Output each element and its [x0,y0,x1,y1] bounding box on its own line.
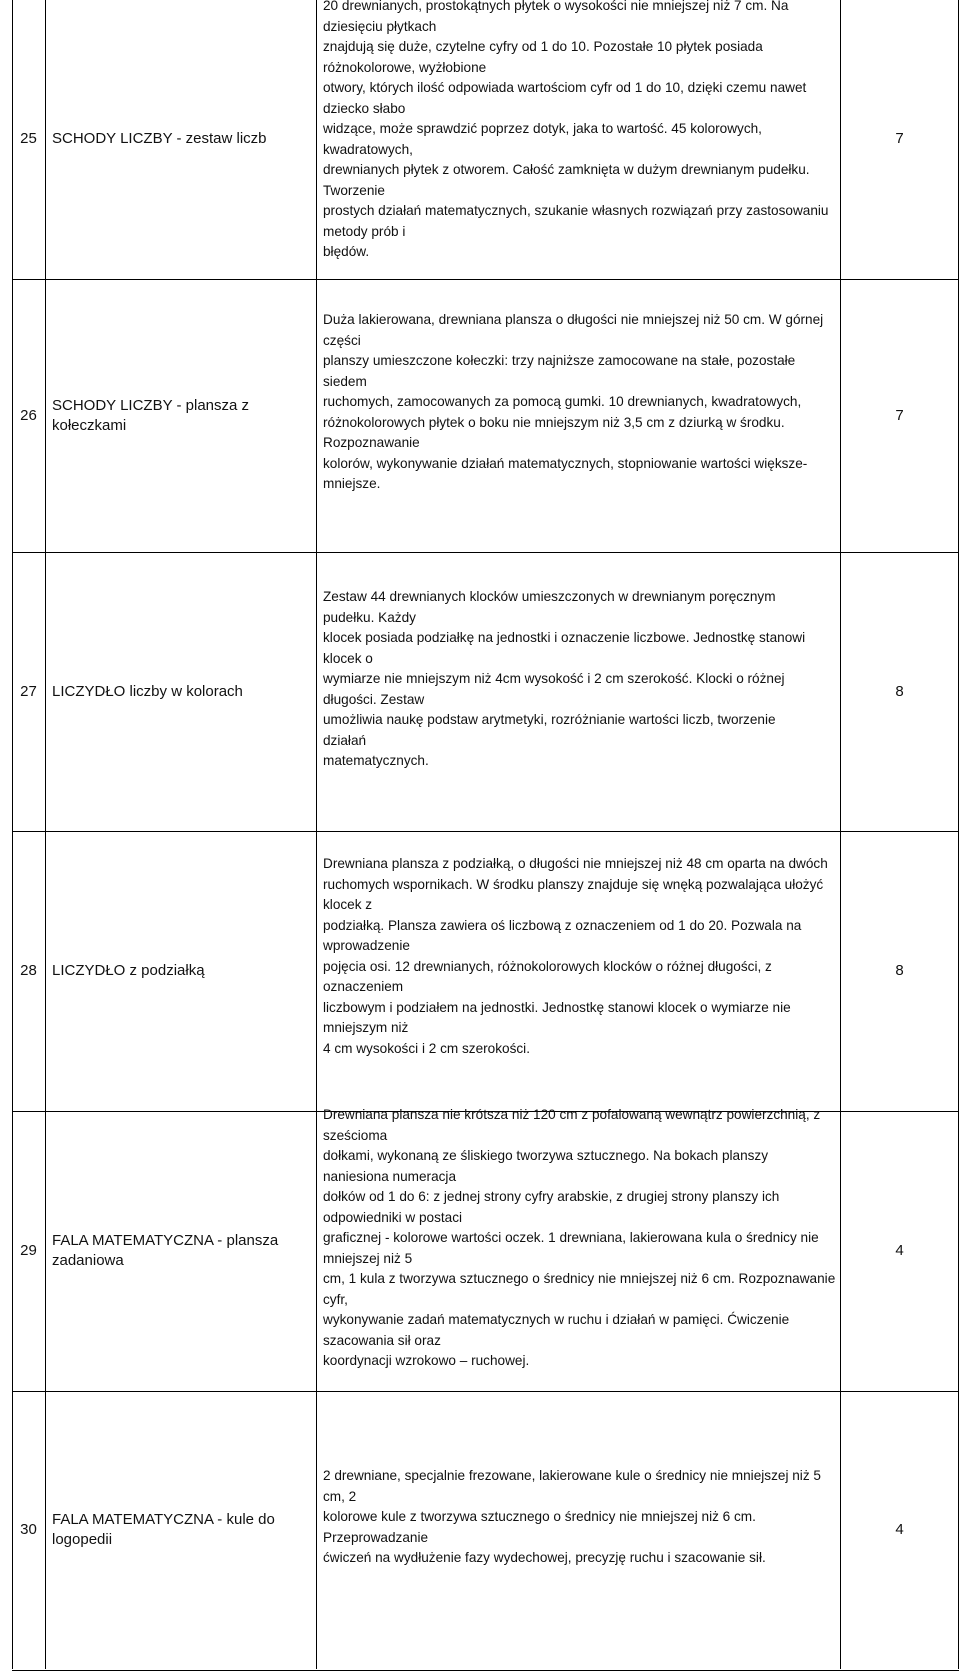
description-line: Drewniana plansza nie krótsza niż 120 cm z pofalowaną wewnątrz powierzchnią, z [323,1107,821,1122]
description-line: wprowadzenie [323,938,410,953]
row-divider [12,1391,959,1392]
description-line: drewnianych płytek z otworem. Całość zamknięta w dużym drewnianym pudełku. [323,162,810,177]
description-line: działań [323,732,367,748]
description-line: mniejsze. [323,476,381,491]
description-line: otwory, których ilość odpowiada wartościom cyfr od 1 do 10, dzięki czemu nawet [323,80,807,95]
description-line: ruchomych wspornikach. W środku planszy znajduje się wnęką pozwalająca ułożyć [323,876,824,892]
description-line: kolorów, wykonywanie działań matematycznych, stopniowanie wartości większe- [323,455,808,471]
item-name: LICZYDŁO liczby w kolorach [52,682,243,700]
description-line: szacowania sił oraz [323,1332,441,1348]
item-quantity: 4 [895,1521,904,1538]
item-quantity: 7 [895,129,904,147]
item-number: 25 [20,129,37,147]
item-description [323,1105,836,1372]
item-quantity: 8 [895,962,904,979]
table-row [12,1391,959,1669]
description-line: mniejszym niż [323,1020,409,1035]
item-description [323,310,833,495]
description-line: 20 drewnianych, prostokątnych płytek o wysokości nie mniejszej niż 7 cm. Na [323,0,789,13]
description-line: liczbowym i podziałem na jednostki. Jednostkę stanowi klocek o wymiarze nie [323,999,791,1015]
description-line: błędów. [323,244,370,259]
description-line: prostych działań matematycznych, szukanie własnych rozwiązań przy zastosowaniu [323,203,829,218]
item-description [323,854,833,1059]
table-row [12,279,959,552]
description-line: długości. Zestaw [323,691,425,707]
description-line: Rozpoznawanie [323,435,420,450]
item-number: 26 [20,406,37,424]
description-line: oznaczeniem [323,979,404,994]
description-line: ruchomych, zamocowanych za pomocą gumki. 10 drewnianych, kwadratowych, [323,394,802,409]
description-line: 4 cm wysokości i 2 cm szerokości. [323,1040,530,1056]
description-line: 2 drewniane, specjalnie frezowane, lakierowane kule o średnicy nie mniejszej niż 5 [323,1468,821,1483]
table-row [12,831,959,1111]
description-line: pojęcia osi. 12 drewnianych, różnokolorowych klocków o różnej długości, z [323,958,772,974]
item-number: 30 [20,1521,37,1538]
item-quantity: 4 [895,1242,904,1259]
description-line: części [323,332,361,348]
description-line: cyfr, [323,1291,348,1307]
description-line: dziecko słabo [323,100,406,116]
description-line: koordynacji wzrokowo – ruchowej. [323,1353,530,1368]
description-line: kolorowe kule z tworzywa sztucznego o średnicy nie mniejszej niż 6 cm. [323,1509,756,1524]
description-line: Zestaw 44 drewnianych klocków umieszczonych w drewnianym poręcznym [323,589,776,604]
description-line: odpowiedniki w postaci [323,1209,463,1225]
description-line: cm, 1 kula z tworzywa sztucznego o średnicy nie mniejszej niż 6 cm. Rozpoznawanie [323,1271,836,1286]
description-line: różnokolorowe, wyżłobione [323,59,487,75]
description-line: wykonywanie zadań matematycznych w ruchu i działań w pamięci. Ćwiczenie [323,1312,790,1327]
description-line: Drewniana plansza z podziałką, o długości nie mniejszej niż 48 cm oparta na dwóch [323,856,828,871]
description-line: siedem [323,373,367,389]
description-line: umożliwia naukę podstaw arytmetyki, rozróżnianie wartości liczb, tworzenie [323,712,776,727]
description-line: wymiarze nie mniejszym niż 4cm wysokość i 2 cm szerokość. Klocki o różnej [323,671,785,686]
description-line: widzące, może sprawdzić poprzez dotyk, jaka to wartość. 45 kolorowych, [323,121,762,136]
description-line: znajdują się duże, czytelne cyfry od 1 do 10. Pozostałe 10 płytek posiada [323,39,763,54]
description-line: metody prób i [323,223,406,239]
description-line: planszy umieszczone kołeczki: trzy najniższe zamocowane na stałe, pozostałe [323,353,796,368]
description-line: Duża lakierowana, drewniana plansza o długości nie mniejszej niż 50 cm. W górnej [323,312,824,327]
row-divider [12,279,959,280]
table-row [12,552,959,831]
description-line: Przeprowadzanie [323,1529,429,1545]
description-line: matematycznych. [323,753,429,768]
item-name: FALA MATEMATYCZNA - plansza zadaniowa [52,1232,279,1269]
item-number: 27 [20,682,37,700]
table-row [12,0,959,279]
item-quantity: 7 [895,406,904,424]
row-divider [12,552,959,553]
item-quantity: 8 [895,682,904,700]
description-line: sześcioma [323,1127,388,1143]
description-line: klocek z [323,897,373,912]
description-line: pudełku. Każdy [323,609,416,625]
description-line: kwadratowych, [323,141,413,157]
item-name: FALA MATEMATYCZNA - kule do logopedii [52,1511,275,1548]
description-line: różnokolorowych płytek o boku nie mniejszym niż 3,5 cm z dziurką w środku. [323,414,785,430]
item-description [323,1466,833,1569]
item-name: SCHODY LICZBY - plansza z kołeczkami [52,396,250,434]
description-line: mniejszej niż 5 [323,1250,413,1266]
item-name: LICZYDŁO z podziałką [52,962,205,979]
item-description [323,587,833,772]
row-divider [12,831,959,832]
description-line: dołków od 1 do 6: z jednej strony cyfry arabskie, z drugiej strony planszy ich [323,1189,780,1204]
description-line: Tworzenie [323,182,385,198]
table-row [12,1107,959,1391]
description-line: cm, 2 [323,1488,357,1504]
description-line: podziałką. Plansza zawiera oś liczbową z oznaczeniem od 1 do 20. Pozwala na [323,917,802,933]
description-line: dziesięciu płytkach [323,18,437,34]
item-number: 28 [20,962,37,979]
description-line: graficznej - kolorowe wartości oczek. 1 drewniana, lakierowana kula o średnicy nie [323,1230,819,1245]
item-description [323,0,833,263]
description-line: naniesiona numeracja [323,1168,457,1184]
description-line: dołkami, wykonaną ze śliskiego tworzywa sztucznego. Na bokach planszy [323,1148,769,1163]
item-name: SCHODY LICZBY - zestaw liczb [52,129,267,147]
description-line: klocek posiada podziałkę na jednostki i oznaczenie liczbowe. Jednostkę stanowi [323,630,806,645]
description-line: klocek o [323,650,373,666]
description-line: ćwiczeń na wydłużenie fazy wydechowej, precyzję ruchu i szacowanie sił. [323,1550,766,1565]
item-number: 29 [20,1242,37,1259]
